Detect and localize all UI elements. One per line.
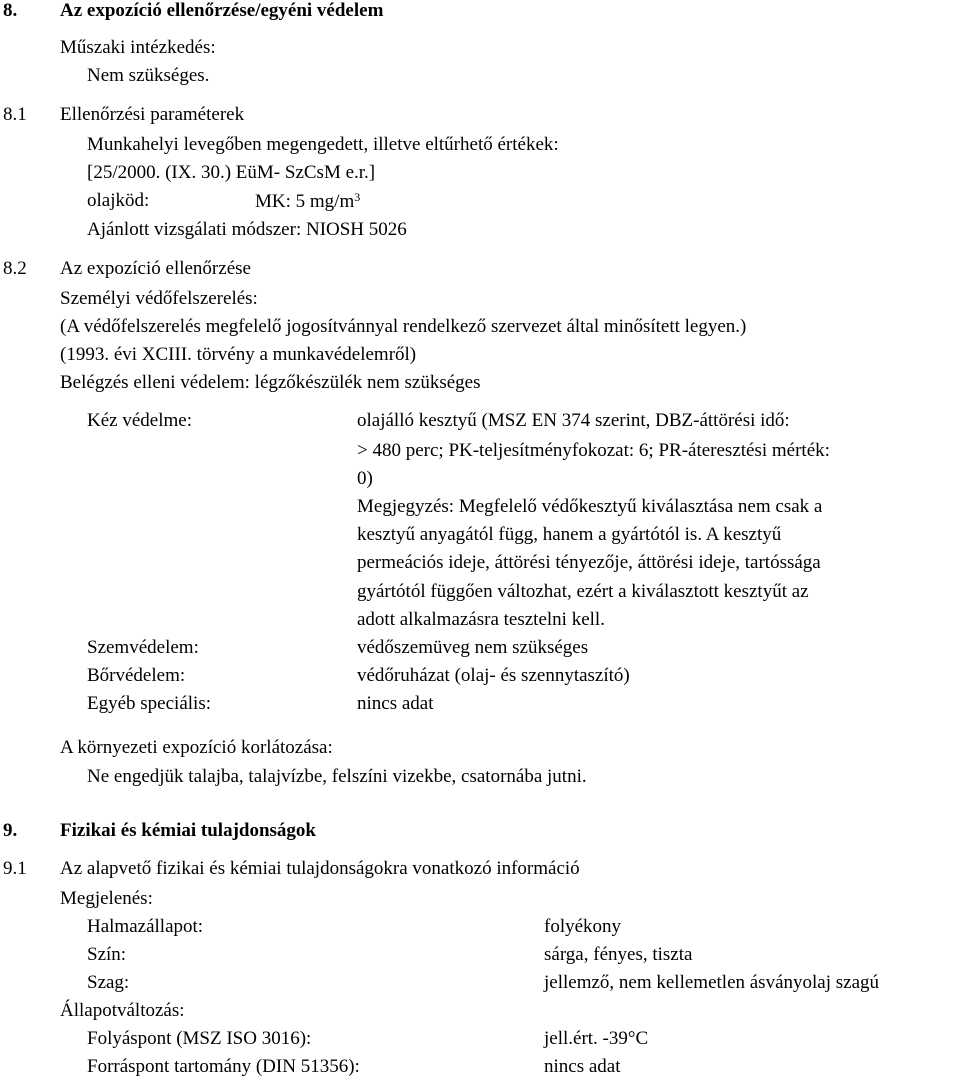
hand-protection-line: Megjegyzés: Megfelelő védőkesztyű kiválasztása nem csak a (357, 496, 823, 517)
hand-protection-line: adott alkalmazásra tesztelni kell. (357, 609, 605, 630)
subsection-number: 8.2 (3, 258, 27, 279)
state-label: Halmazállapot: (87, 916, 204, 937)
other-special-label: Egyéb speciális: (87, 693, 211, 714)
section-number: 8. (3, 0, 18, 21)
hand-protection-line: 0) (357, 468, 373, 489)
boiling-range-label: Forráspont tartomány (DIN 51356): (87, 1056, 360, 1077)
section-title: Fizikai és kémiai tulajdonságok (60, 820, 316, 841)
odor-label: Szag: (87, 972, 130, 993)
respiratory-protection: Belégzés elleni védelem: légzőkészülék nem szükséges (60, 372, 481, 393)
pour-point-label: Folyáspont (MSZ ISO 3016): (87, 1028, 312, 1049)
oil-mist-label: olajköd: (87, 190, 150, 211)
hand-protection-line: olajálló kesztyű (MSZ EN 374 szerint, DBZ-áttörési idő: (357, 410, 790, 431)
ppe-law: (1993. évi XCIII. törvény a munkavédelemről) (60, 344, 417, 365)
test-method: Ajánlott vizsgálati módszer: NIOSH 5026 (87, 219, 407, 240)
color-value: sárga, fényes, tiszta (544, 944, 693, 965)
subsection-title: Az alapvető fizikai és kémiai tulajdonságokra vonatkozó információ (60, 858, 580, 879)
regulation-ref: [25/2000. (IX. 30.) EüM- SzCsM e.r.] (87, 162, 376, 183)
skin-protection-value: védőruházat (olaj- és szennytaszító) (357, 665, 630, 686)
other-special-value: nincs adat (357, 693, 434, 714)
ppe-label: Személyi védőfelszerelés: (60, 288, 258, 309)
section-title: Az expozíció ellenőrzése/egyéni védelem (60, 0, 384, 21)
hand-protection-line: permeációs ideje, áttörési tényezője, áttörési ideje, tartóssága (357, 552, 821, 573)
hand-protection-line: kesztyű anyagától függ, hanem a gyártótól is. A kesztyű (357, 524, 782, 545)
hand-protection-label: Kéz védelme: (87, 410, 192, 431)
color-label: Szín: (87, 944, 127, 965)
eye-protection-label: Szemvédelem: (87, 637, 199, 658)
eye-protection-value: védőszemüveg nem szükséges (357, 637, 589, 658)
phase-change-label: Állapotváltozás: (60, 1000, 185, 1021)
ppe-note: (A védőfelszerelés megfelelő jogosítvánnyal rendelkező szervezet által minősített legyen.) (60, 316, 747, 337)
hand-protection-line: gyártótól függően változhat, ezért a kiválasztott kesztyűt az (357, 581, 809, 602)
skin-protection-label: Bőrvédelem: (87, 665, 186, 686)
tech-measures-label: Műszaki intézkedés: (60, 37, 216, 58)
limits-label: Munkahelyi levegőben megengedett, illetve eltűrhető értékek: (87, 134, 559, 155)
odor-value: jellemző, nem kellemetlen ásványolaj szagú (544, 972, 880, 993)
pour-point-value: jell.ért. -39°C (544, 1028, 649, 1049)
subsection-title: Az expozíció ellenőrzése (60, 258, 251, 279)
subsection-number: 9.1 (3, 858, 27, 879)
environmental-exposure-label: A környezeti expozíció korlátozása: (60, 737, 333, 758)
environmental-exposure-value: Ne engedjük talajba, talajvízbe, felszíni vizekbe, csatornába jutni. (87, 766, 587, 787)
hand-protection-line: > 480 perc; PK-teljesítményfokozat: 6; PR-áteresztési mérték: (357, 440, 830, 461)
tech-measures-value: Nem szükséges. (87, 65, 210, 86)
section-number: 9. (3, 820, 18, 841)
mk-value: MK: 5 $mg/m^3$ (255, 190, 361, 212)
boiling-range-value: nincs adat (544, 1056, 621, 1077)
subsection-number: 8.1 (3, 104, 27, 125)
appearance-label: Megjelenés: (60, 888, 153, 909)
subsection-title: Ellenőrzési paraméterek (60, 104, 245, 125)
state-value: folyékony (544, 916, 622, 937)
